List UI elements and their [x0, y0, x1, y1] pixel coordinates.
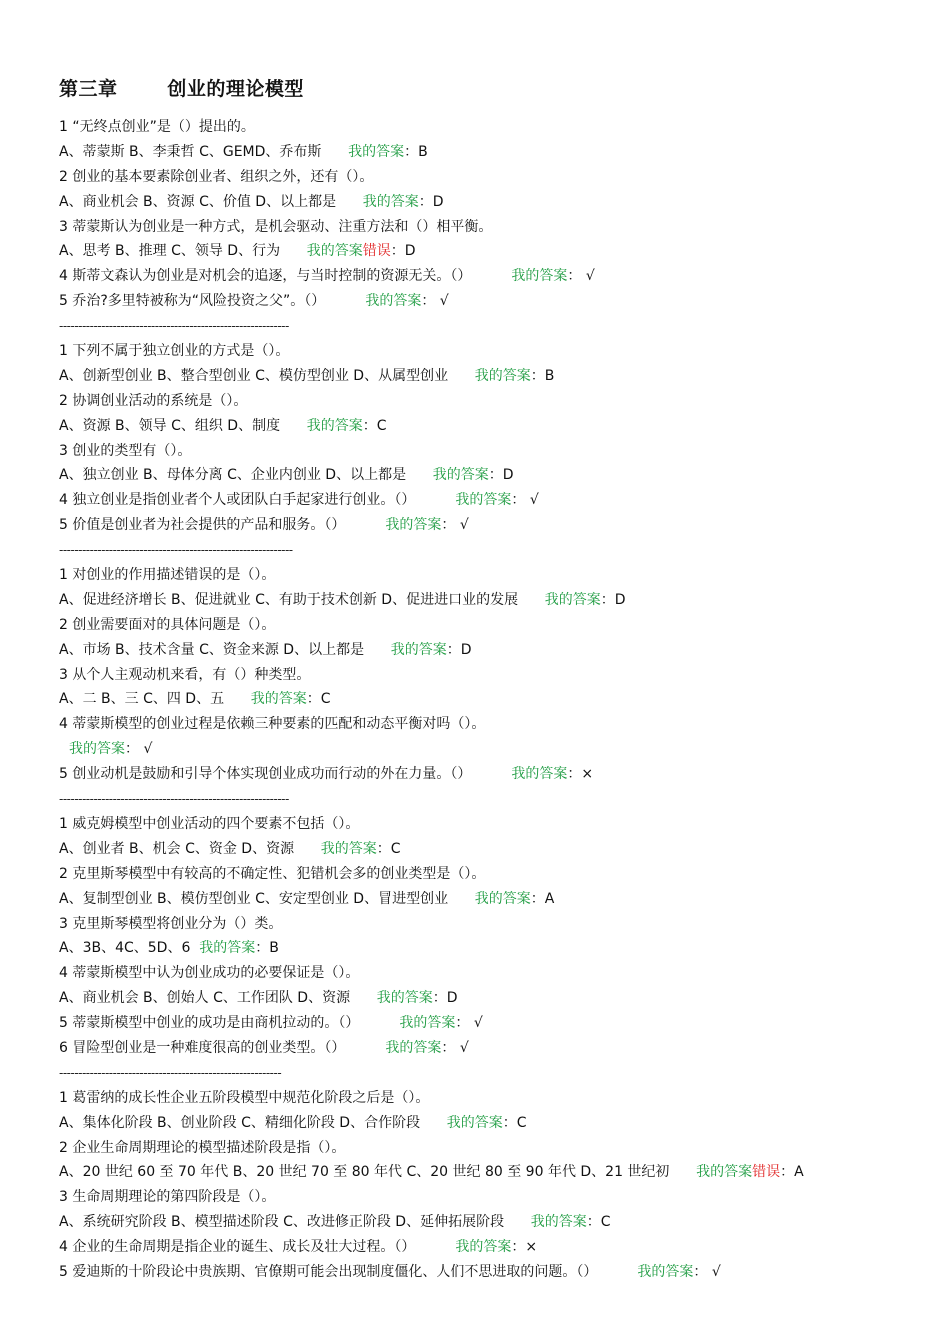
wrong-mark: 错误 [362, 243, 391, 260]
answer-value: ： √ [455, 1015, 483, 1032]
answer-value: ：× [511, 1239, 538, 1256]
section-separator: ------------------------------------------------------------ [59, 319, 289, 334]
line-text: A、商业机会 B、资源 C、价值 D、以上都是 [59, 193, 363, 210]
chapter-topic: 创业的理论模型 [167, 78, 304, 100]
answer-line [59, 140, 919, 165]
my-answer-label: 我的答案 [446, 1114, 503, 1131]
answer-line [59, 936, 919, 961]
answer-line [59, 1235, 919, 1260]
line-text: A、系统研究阶段 B、模型描述阶段 C、改进修正阶段 D、延伸拓展阶段 [59, 1214, 531, 1231]
chapter-number: 第三章 [59, 78, 118, 100]
question-text: 3 生命周期理论的第四阶段是（）。 [59, 1189, 276, 1206]
question-text: 1 威克姆模型中创业活动的四个要素不包括（）。 [59, 815, 360, 832]
question-text: 1 对创业的作用描述错误的是（）。 [59, 567, 276, 584]
answer-line [59, 1011, 919, 1036]
my-answer-label: 我的答案 [511, 268, 568, 285]
answer-line [59, 488, 919, 513]
my-answer-label: 我的答案 [376, 990, 433, 1007]
line-text: A、二 B、三 C、四 D、五 [59, 691, 251, 708]
line-text: 5 蒂蒙斯模型中创业的成功是由商机拉动的。（） [59, 1015, 400, 1032]
my-answer-label: 我的答案 [637, 1263, 694, 1280]
question-text: 4 蒂蒙斯模型的创业过程是依赖三种要素的匹配和动态平衡对吗（）。 [59, 716, 486, 733]
line-text: A、3B、4C、5D、6 [59, 940, 200, 957]
answer-line [59, 414, 919, 439]
question-text: 2 创业需要面对的具体问题是（）。 [59, 616, 276, 633]
answer-value: ：B [530, 367, 555, 384]
question-text: 1 葛雷纳的成长性企业五阶段模型中规范化阶段之后是（）。 [59, 1089, 430, 1106]
answer-value: ：D [418, 193, 444, 210]
answer-line [59, 364, 919, 389]
question-text: 3 蒂蒙斯认为创业是一种方式，是机会驱动、注重方法和（）相平衡。 [59, 218, 493, 235]
chapter-title [59, 72, 919, 106]
my-answer-label: 我的答案 [390, 641, 447, 658]
answer-value: ：C [306, 691, 331, 708]
my-answer-label: 我的答案 [455, 492, 512, 509]
line-text: 5 乔治?多里特被称为“风险投资之父”。（） [59, 293, 366, 310]
section-separator: ------------------------------------------------------------ [59, 792, 289, 807]
question-list [59, 115, 919, 1285]
answer-value: ： √ [511, 492, 539, 509]
my-answer-label: 我的答案 [385, 1039, 442, 1056]
answer-value: ：B [255, 940, 279, 957]
answer-value: ：D [432, 990, 458, 1007]
answer-value: ：C [362, 417, 387, 434]
answer-value: ：D [600, 591, 626, 608]
answer-line [59, 513, 919, 538]
my-answer-label: 我的答案 [199, 940, 256, 957]
my-answer-label: 我的答案 [455, 1239, 512, 1256]
line-text: A、促进经济增长 B、促进就业 C、有助于技术创新 D、促进进口业的发展 [59, 591, 545, 608]
my-answer-label: 我的答案 [306, 417, 363, 434]
my-answer-label: 我的答案 [432, 467, 489, 484]
answer-line [59, 887, 919, 912]
line-text: A、创业者 B、机会 C、资金 D、资源 [59, 840, 321, 857]
my-answer-label: 我的答案 [511, 766, 568, 783]
section-separator: ---------------------------------------------------------- [59, 1065, 282, 1080]
line-text: A、独立创业 B、母体分离 C、企业内创业 D、以上都是 [59, 467, 433, 484]
my-answer-label: 我的答案 [474, 890, 531, 907]
question-text: 3 克里斯琴模型将创业分为（）类。 [59, 915, 283, 932]
answer-value: ：D [488, 467, 514, 484]
my-answer-label: 我的答案 [306, 243, 363, 260]
my-answer-label: 我的答案 [696, 1164, 753, 1181]
answer-line [59, 289, 919, 314]
question-text: 2 企业生命周期理论的模型描述阶段是指（）。 [59, 1139, 346, 1156]
question-text: 2 创业的基本要素除创业者、组织之外，还有（）。 [59, 168, 374, 185]
question-text: 3 从个人主观动机来看，有（）种类型。 [59, 666, 311, 683]
answer-value: ： √ [421, 293, 449, 310]
answer-line [59, 1260, 919, 1285]
line-text: 4 企业的生命周期是指企业的诞生、成长及壮大过程。（） [59, 1239, 456, 1256]
line-text: 5 价值是创业者为社会提供的产品和服务。（） [59, 517, 386, 534]
answer-line [59, 1210, 919, 1235]
my-answer-label: 我的答案 [69, 741, 125, 758]
section-separator: ------------------------------------------------------------- [59, 543, 293, 558]
answer-line [59, 264, 919, 289]
answer-value: ：D [446, 641, 472, 658]
line-text: A、资源 B、领导 C、组织 D、制度 [59, 417, 307, 434]
question-text: 1 下列不属于独立创业的方式是（）。 [59, 343, 290, 360]
answer-line [59, 986, 919, 1011]
answer-line [59, 588, 919, 613]
answer-value: ：B [404, 143, 428, 160]
line-text: 5 爱迪斯的十阶段论中贵族期、官僚期可能会出现制度僵化、人们不思进取的问题。（） [59, 1263, 638, 1280]
my-answer-label: 我的答案 [530, 1214, 587, 1231]
answer-line [59, 762, 919, 787]
my-answer-label: 我的答案 [385, 517, 442, 534]
answer-line [59, 1036, 919, 1061]
line-text: A、复制型创业 B、模仿型创业 C、安定型创业 D、冒进型创业 [59, 890, 475, 907]
answer-line [59, 1111, 919, 1136]
question-text: 3 创业的类型有（）。 [59, 442, 192, 459]
question-text: 1 “无终点创业”是（）提出的。 [59, 119, 255, 135]
answer-value: ： √ [693, 1263, 721, 1280]
answer-line [59, 737, 919, 762]
line-text: 6 冒险型创业是一种难度很高的创业类型。（） [59, 1039, 386, 1056]
answer-value: ：C [586, 1214, 611, 1231]
answer-value: ：C [502, 1114, 527, 1131]
my-answer-label: 我的答案 [544, 591, 601, 608]
answer-value: ： √ [441, 517, 469, 534]
line-text: A、市场 B、技术含量 C、资金来源 D、以上都是 [59, 641, 391, 658]
my-answer-label: 我的答案 [362, 193, 419, 210]
answer-value: ：A [780, 1164, 804, 1181]
answer-line [59, 638, 919, 663]
answer-value: ： √ [441, 1039, 469, 1056]
line-text: 4 斯蒂文森认为创业是对机会的追逐，与当时控制的资源无关。（） [59, 268, 512, 285]
line-text: A、商业机会 B、创始人 C、工作团队 D、资源 [59, 990, 377, 1007]
line-text: 5 创业动机是鼓励和引导个体实现创业成功而行动的外在力量。（） [59, 766, 512, 783]
answer-value: ：× [567, 766, 594, 783]
question-text: 2 克里斯琴模型中有较高的不确定性、犯错机会多的创业类型是（）。 [59, 865, 486, 882]
wrong-mark: 错误 [752, 1164, 781, 1181]
line-text: 4 独立创业是指创业者个人或团队白手起家进行创业。（） [59, 492, 456, 509]
line-text: A、集体化阶段 B、创业阶段 C、精细化阶段 D、合作阶段 [59, 1114, 447, 1131]
answer-line [59, 463, 919, 488]
my-answer-label: 我的答案 [399, 1015, 456, 1032]
line-text: A、20 世纪 60 至 70 年代 B、20 世纪 70 至 80 年代 C、20 世纪 80 至 90 年代 D、21 世纪初 [59, 1164, 697, 1181]
question-text: 2 协调创业活动的系统是（）。 [59, 392, 248, 409]
line-text: A、创新型创业 B、整合型创业 C、模仿型创业 D、从属型创业 [59, 367, 475, 384]
answer-value: ： √ [125, 741, 153, 758]
answer-line [59, 837, 919, 862]
answer-line [59, 1160, 919, 1185]
answer-line [59, 687, 919, 712]
document-page [59, 72, 919, 1285]
line-text: A、蒂蒙斯 B、李秉哲 C、GEMD、乔布斯 [59, 143, 349, 160]
question-text: 4 蒂蒙斯模型中认为创业成功的必要保证是（）。 [59, 965, 360, 982]
my-answer-label: 我的答案 [365, 293, 422, 310]
answer-value: ：D [390, 243, 416, 260]
answer-value: ：C [376, 840, 401, 857]
my-answer-label: 我的答案 [474, 367, 531, 384]
answer-line [59, 190, 919, 215]
answer-line [59, 239, 919, 264]
my-answer-label: 我的答案 [348, 143, 405, 160]
my-answer-label: 我的答案 [320, 840, 377, 857]
answer-value: ： √ [567, 268, 595, 285]
my-answer-label: 我的答案 [250, 691, 307, 708]
line-text: A、思考 B、推理 C、领导 D、行为 [59, 243, 307, 260]
answer-value: ：A [530, 890, 555, 907]
